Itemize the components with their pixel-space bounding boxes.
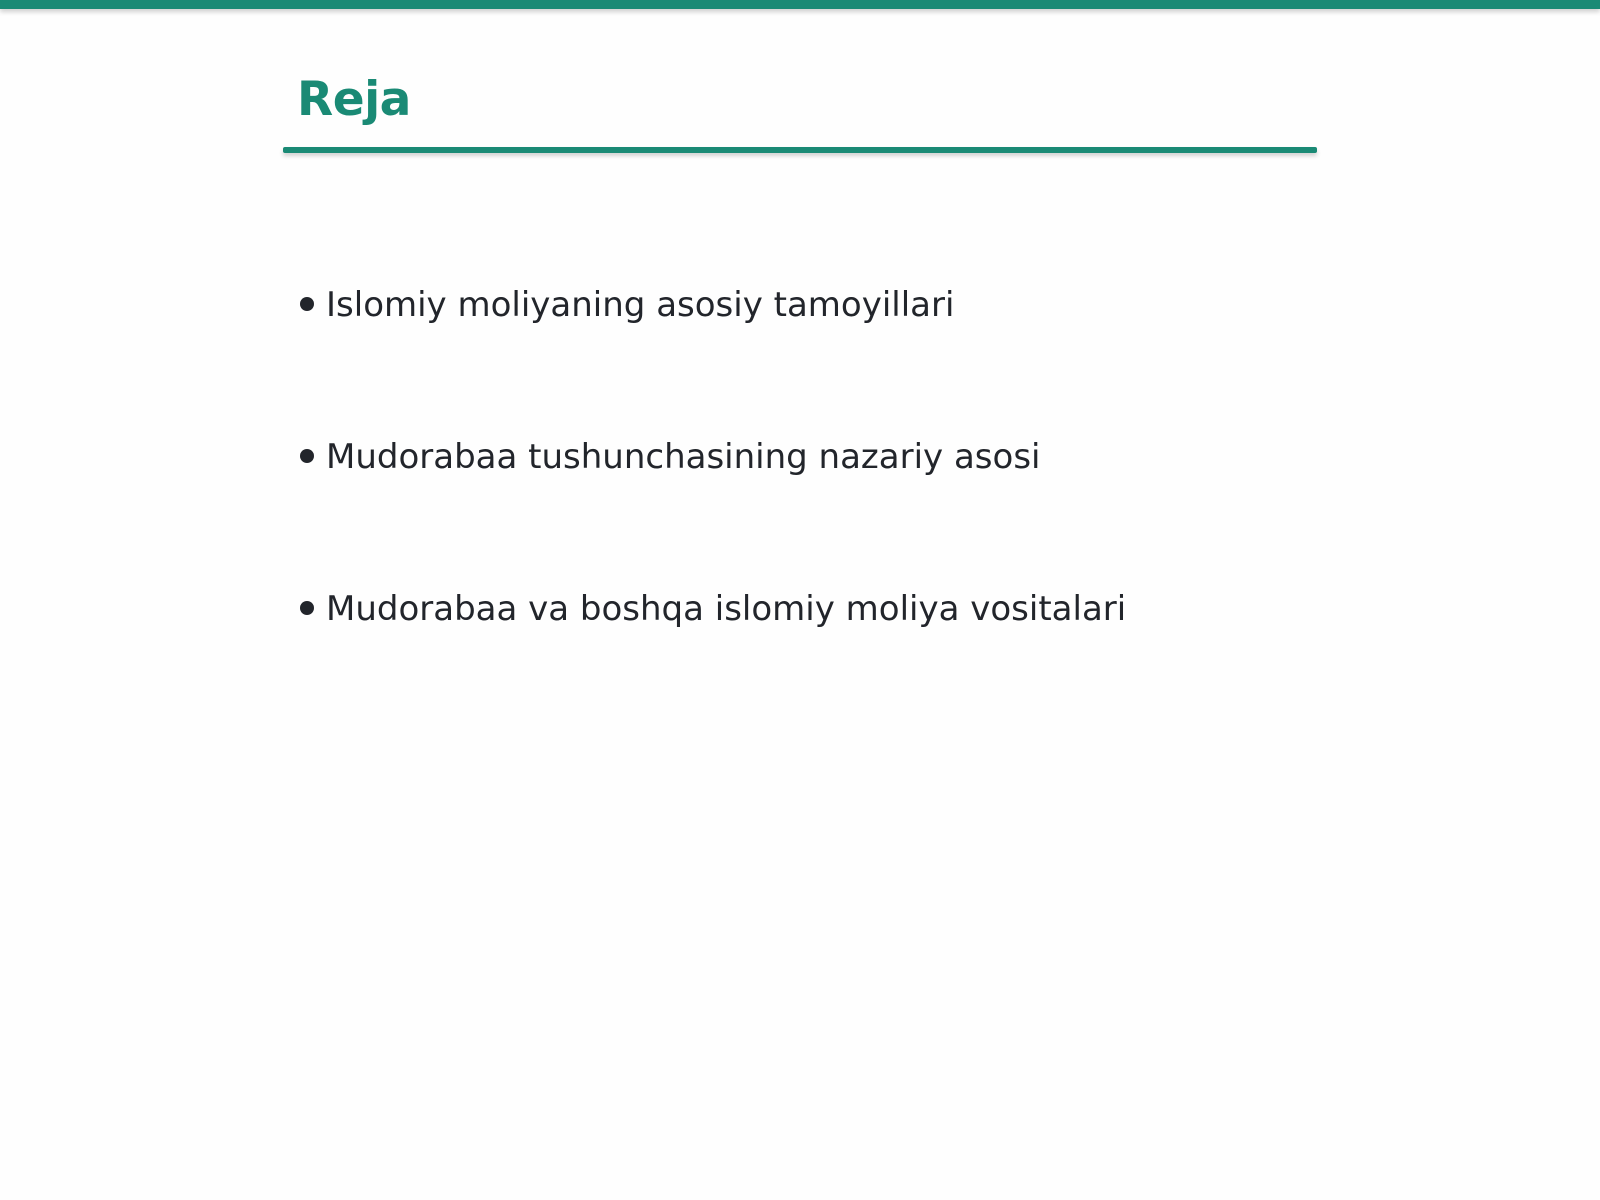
bullet-item-instruments	[300, 587, 1126, 631]
bullet-item-theory	[300, 435, 1040, 479]
slide-title: Reja	[297, 72, 411, 127]
title-underline	[283, 147, 1317, 153]
bullet-item-principles	[300, 283, 954, 327]
bullet-dot-icon	[300, 601, 314, 615]
bullet-text: Mudorabaa va boshqa islomiy moliya vositalari	[326, 589, 1127, 629]
top-accent-bar	[0, 0, 1600, 9]
bullet-text: Mudorabaa tushunchasining nazariy asosi	[326, 437, 1041, 477]
bullet-dot-icon	[300, 297, 314, 311]
bullet-dot-icon	[300, 449, 314, 463]
bullet-text: Islomiy moliyaning asosiy tamoyillari	[326, 285, 955, 325]
